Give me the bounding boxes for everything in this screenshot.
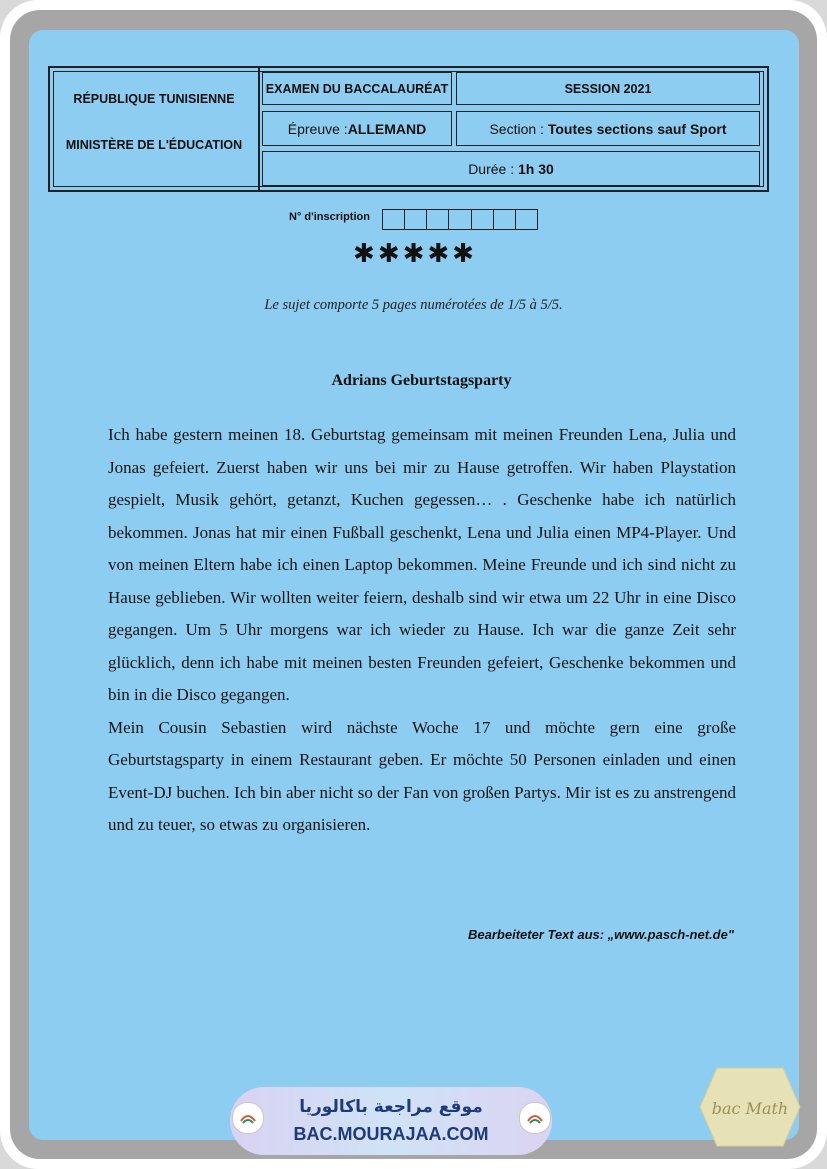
source-credit: Bearbeiteter Text aus: „www.pasch-net.de": [468, 927, 734, 942]
section-value: Toutes sections sauf Sport: [547, 120, 727, 137]
svg-text:bac Math: bac Math: [711, 1099, 789, 1118]
epreuve-value: ALLEMAND: [347, 120, 427, 137]
inscription-box[interactable]: [405, 210, 427, 229]
paragraph-2: Mein Cousin Sebastien wird nächste Woche 17 und möchte gern eine große Geburtstagsparty in einem Restaurant geben. Er möchte 50 Personen einladen und einen Event-DJ buchen. Ich bin aber nicht so der Fan von großen Partys. Mir ist es zu anstrengend und zu teuer, so etwas zu organisieren.: [108, 717, 736, 834]
banner-arabic-text: موقع مراجعة باكالوريا: [299, 1097, 483, 1117]
section-label: Section :: [489, 120, 548, 137]
session-cell: [456, 72, 760, 105]
site-banner[interactable]: [230, 1087, 552, 1155]
session-label: SESSION 2021: [564, 81, 652, 96]
epreuve-label: Épreuve :: [287, 120, 348, 137]
duree-label: Durée :: [468, 160, 518, 177]
banner-site-link[interactable]: BAC.MOURAJAA.COM: [293, 1124, 489, 1144]
exam-label: EXAMEN DU BACCALAURÉAT: [265, 81, 449, 96]
inscription-box[interactable]: [516, 210, 537, 229]
duree-cell: [262, 151, 760, 186]
exam-cell: [262, 72, 452, 105]
duree-value: 1h 30: [518, 160, 554, 177]
banner-logo-icon: [232, 1102, 264, 1134]
bac-math-badge: [699, 1066, 801, 1148]
inscription-box[interactable]: [472, 210, 494, 229]
section-cell: [456, 111, 760, 146]
republic-label: RÉPUBLIQUE TUNISIENNE: [73, 92, 235, 106]
inscription-box[interactable]: [427, 210, 449, 229]
banner-logo-icon: [519, 1102, 551, 1134]
text-title: Adrians Geburtstagsparty: [331, 372, 512, 389]
reading-text: [108, 419, 736, 842]
epreuve-cell: [262, 111, 452, 146]
inscription-box[interactable]: [449, 210, 471, 229]
paragraph-1: Ich habe gestern meinen 18. Geburtstag gemeinsam mit meinen Freunden Lena, Julia und Jonas gefeiert. Zuerst haben wir uns bei mir zu Hause getroffen. Wir haben Playstation gespielt, Musik gehört, getanzt, Kuchen gegessen… . Geschenke habe ich natürlich bekommen. Jonas hat mir einen Fußball geschenkt, Lena und Julia einen MP4-Player. Und von meinen Eltern habe ich einen Laptop bekommen. Meine Freunde und ich sind nicht zu Hause geblieben. Wir wollten weiter feiern, deshalb sind wir etwa um 22 Uhr in eine Disco gegangen. Um 5 Uhr morgens war ich wieder zu Hause. Ich war die ganze Zeit sehr glücklich, denn ich habe mit meinen besten Freunden gefeiert, Geschenke bekommen und bin in die Disco gegangen.: [108, 425, 736, 704]
pages-note: Le sujet comporte 5 pages numérotées de 1/5 à 5/5.: [264, 297, 563, 313]
header-left-block: [48, 66, 260, 192]
ministry-label: MINISTÈRE DE L'ÉDUCATION: [65, 138, 243, 152]
inscription-box[interactable]: [494, 210, 516, 229]
inscription-label: N° d'inscription: [289, 211, 370, 223]
stars-separator: ✱✱✱✱✱: [353, 239, 477, 269]
inscription-box[interactable]: [383, 210, 405, 229]
inscription-boxes[interactable]: [382, 209, 538, 230]
